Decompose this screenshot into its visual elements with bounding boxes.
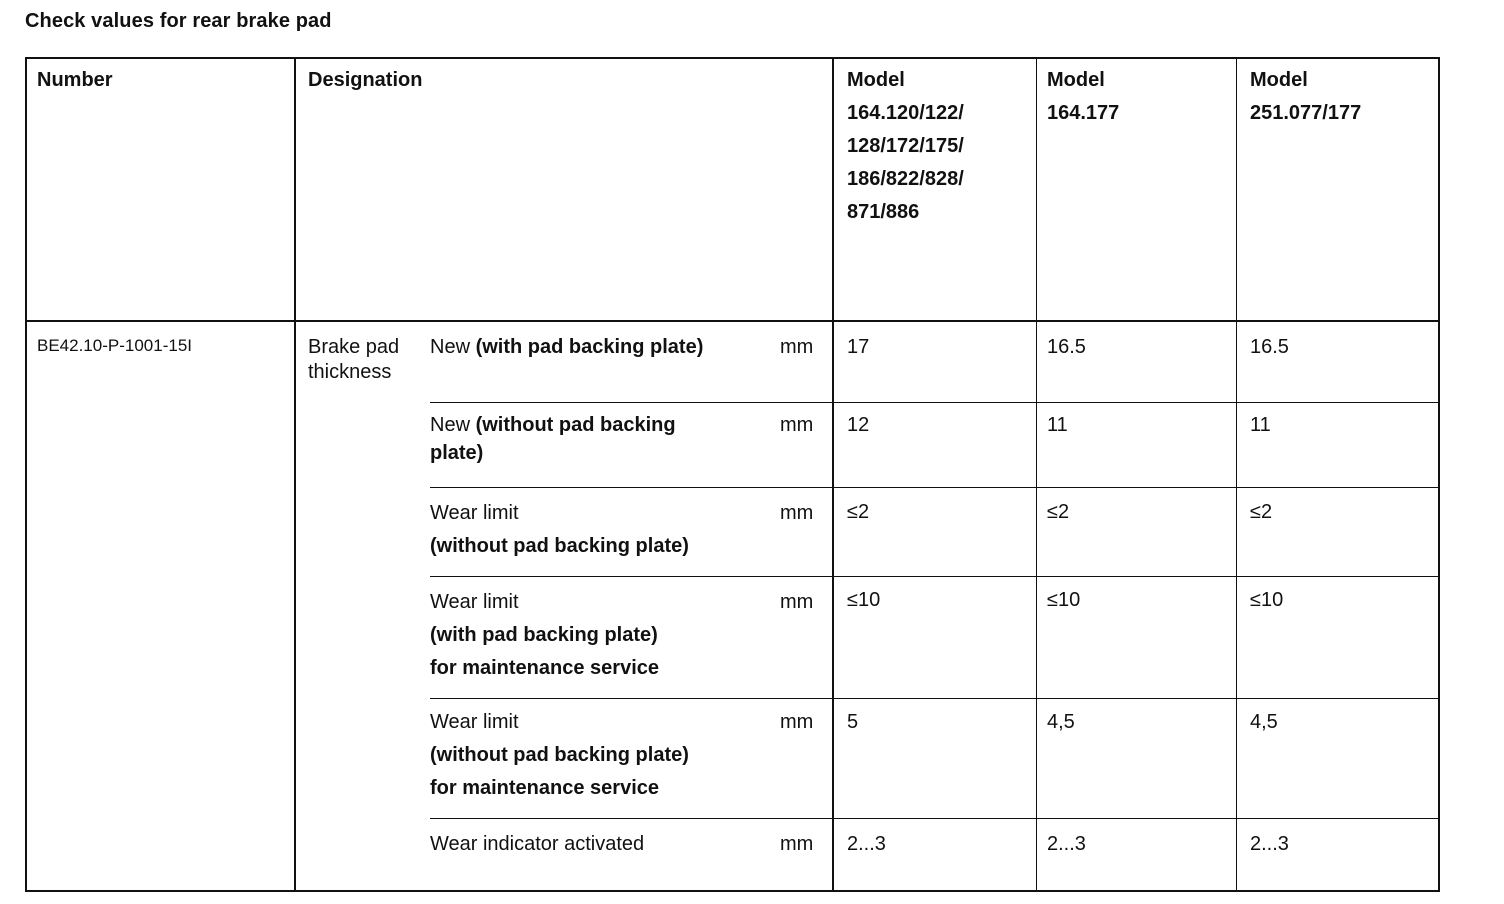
item-label-bold: for maintenance service xyxy=(430,657,659,679)
model-number-line: 164.120/122/ xyxy=(847,102,964,124)
value-model-3: 4,5 xyxy=(1250,711,1278,733)
item-label-plain: Wear limit xyxy=(430,591,519,613)
designation-line: thickness xyxy=(308,361,392,383)
item-label-bold: (without pad backing xyxy=(475,414,676,436)
model-number-line: 186/822/828/ xyxy=(847,168,964,190)
value-model-1: 5 xyxy=(847,711,859,733)
model-number-line: 251.077/177 xyxy=(1250,102,1362,124)
value-model-2: ≤2 xyxy=(1047,501,1070,523)
value-model-1: 12 xyxy=(847,414,870,436)
row-divider xyxy=(430,402,1440,403)
unit: mm xyxy=(780,414,814,436)
value-model-2: 2...3 xyxy=(1047,833,1086,855)
col-divider-model-2 xyxy=(1236,57,1237,892)
model-number-line: 871/886 xyxy=(847,201,920,223)
item-label-bold: for maintenance service xyxy=(430,777,659,799)
col-divider-unit xyxy=(832,57,834,892)
model-label: Model xyxy=(1047,69,1105,91)
unit: mm xyxy=(780,502,814,524)
value-model-2: 16.5 xyxy=(1047,336,1086,358)
value-model-3: 16.5 xyxy=(1250,336,1289,358)
header-designation: Designation xyxy=(308,69,423,91)
value-model-2: 4,5 xyxy=(1047,711,1075,733)
item-label-bold: (with pad backing plate) xyxy=(430,624,658,646)
row-divider xyxy=(430,576,1440,577)
header-divider xyxy=(25,320,1440,322)
value-model-3: ≤2 xyxy=(1250,501,1273,523)
item-label-bold: (without pad backing plate) xyxy=(430,535,689,557)
item-label xyxy=(430,331,703,364)
item-label-plain: New xyxy=(430,414,471,436)
value-model-3: ≤10 xyxy=(1250,589,1284,611)
value-model-1: ≤2 xyxy=(847,501,870,523)
unit: mm xyxy=(780,336,814,358)
row-divider xyxy=(430,818,1440,819)
model-label: Model xyxy=(847,69,905,91)
item-label-line xyxy=(430,530,689,563)
model-number-line: 164.177 xyxy=(1047,102,1120,124)
check-values-table xyxy=(25,57,1440,892)
item-label-plain: New xyxy=(430,336,471,358)
model-number-line: 128/172/175/ xyxy=(847,135,964,157)
value-model-1: ≤10 xyxy=(847,589,881,611)
item-label-plain: Wear limit xyxy=(430,502,519,524)
document-number: BE42.10-P-1001-15I xyxy=(37,336,192,355)
item-label-line xyxy=(430,739,689,772)
value-model-3: 11 xyxy=(1250,414,1271,436)
col-divider-number xyxy=(294,57,296,892)
model-label: Model xyxy=(1250,69,1308,91)
unit: mm xyxy=(780,833,814,855)
item-label-line xyxy=(430,772,659,805)
page-title: Check values for rear brake pad xyxy=(25,10,332,32)
item-label-plain: Wear indicator activated xyxy=(430,833,645,855)
col-divider-model-1 xyxy=(1036,57,1037,892)
header-number: Number xyxy=(37,69,113,91)
item-label-bold: plate) xyxy=(430,442,484,464)
unit: mm xyxy=(780,711,814,733)
item-label-line xyxy=(430,437,483,470)
row-divider xyxy=(430,487,1440,488)
value-model-2: ≤10 xyxy=(1047,589,1081,611)
item-label-line xyxy=(430,619,658,652)
unit: mm xyxy=(780,591,814,613)
value-model-3: 2...3 xyxy=(1250,833,1289,855)
value-model-2: 11 xyxy=(1047,414,1068,436)
row-divider xyxy=(430,698,1440,699)
item-label-bold: (with pad backing plate) xyxy=(475,336,704,358)
item-label-bold: (without pad backing plate) xyxy=(430,744,689,766)
designation-line: Brake pad xyxy=(308,336,400,358)
item-label-plain: Wear limit xyxy=(430,711,519,733)
value-model-1: 2...3 xyxy=(847,833,886,855)
item-label-line xyxy=(430,652,659,685)
value-model-1: 17 xyxy=(847,336,870,358)
